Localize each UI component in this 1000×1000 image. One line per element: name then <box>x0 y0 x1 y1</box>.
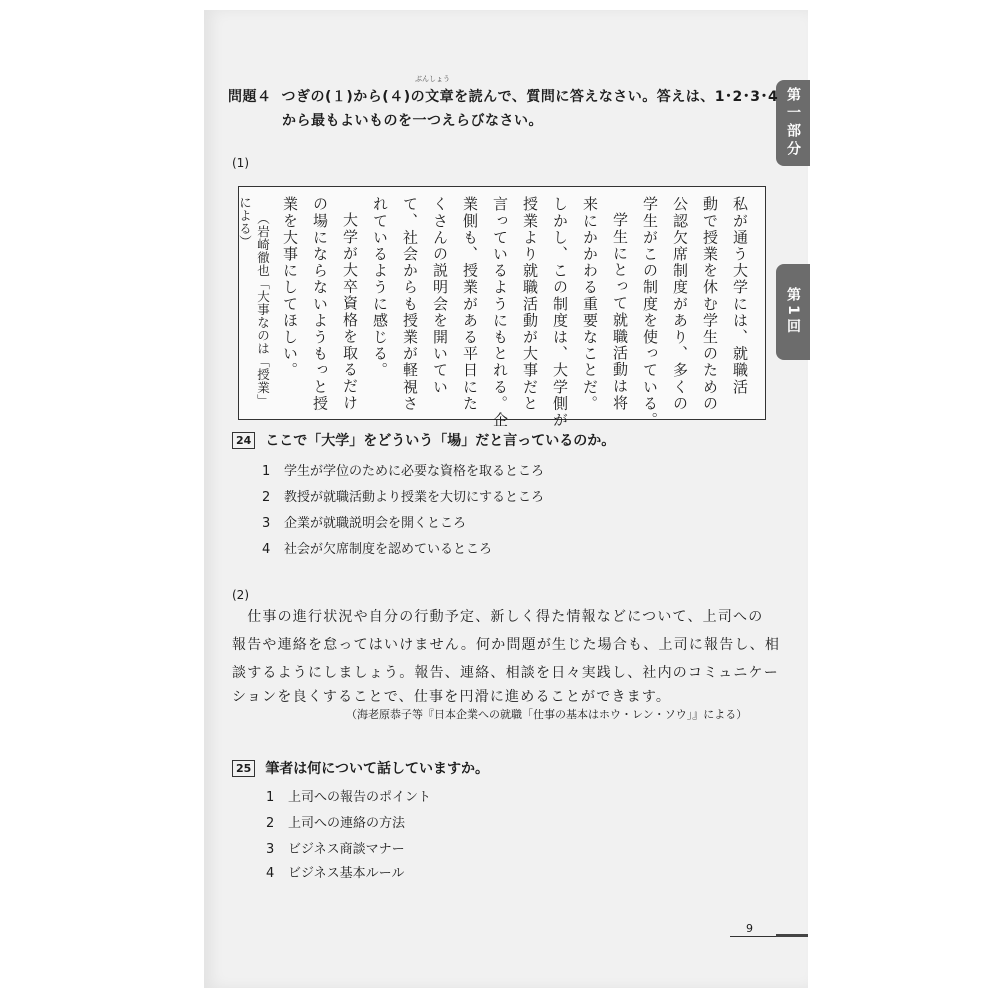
instruction-line-1 <box>228 86 778 106</box>
passage-1-column: 学生にとって就職活動は将 <box>611 212 629 412</box>
question-24-text: ここで「大学」をどういう「場」だと言っているのか。 <box>265 433 616 449</box>
tab-part-one-label: 第一部分 <box>785 87 801 159</box>
passage-1-citation: （岩崎徹也「大事なのは「授業」 <box>255 212 271 407</box>
option-24-2[interactable] <box>262 486 544 505</box>
page-number: 9 <box>746 922 753 935</box>
passage-2-line: 仕事の進行状況や自分の行動予定、新しく得た情報などについて、上司への <box>232 609 764 625</box>
tab-round-one-label: 第1回 <box>785 287 801 337</box>
passage-1-column: 公認欠席制度があり、多くの <box>671 196 689 412</box>
option-text: 学生が学位のために必要な資格を取るところ <box>284 464 545 479</box>
passage-1-column: 業を大事にしてほしい。 <box>281 196 299 379</box>
option-text: 教授が就職活動より授業を大切にするところ <box>284 490 545 505</box>
passage-1-column: 来にかかわる重要なことだ。 <box>581 196 599 412</box>
passage-1-column: れているように感じる。 <box>371 196 389 379</box>
instruction-line-2: から最もよいものを一つえらびなさい。 <box>282 113 543 129</box>
passage-1-column: 私が通う大学には、就職活 <box>731 196 749 396</box>
passage-1-column: 業側も、授業がある平日にた <box>461 196 479 412</box>
question-number-24: 24 <box>232 432 255 449</box>
option-text: 上司への連絡の方法 <box>288 816 406 831</box>
instruction-text-1: つぎの(１)から(４)の文章を読んで、質問に答えなさい。答えは、1･2･3･4 <box>281 89 779 105</box>
option-number: 4 <box>266 866 275 881</box>
passage-2-line: ションを良くすることで、仕事を円滑に進めることができます。 <box>232 689 672 705</box>
passage-1-column: くさんの説明会を開いてい <box>431 196 449 396</box>
page-number-rule <box>730 936 776 937</box>
passage-1-citation-end: による） <box>237 196 253 248</box>
passage-2-line: 談するようにしましょう。報告、連絡、相談を日々実践し、社内のコミュニケー <box>232 665 779 681</box>
option-24-3[interactable] <box>262 512 466 531</box>
option-text: ビジネス商談マナー <box>288 842 405 857</box>
question-24 <box>232 430 615 450</box>
option-number: 3 <box>262 516 271 531</box>
question-number-25: 25 <box>232 760 255 777</box>
section-2-label: (2) <box>232 588 249 602</box>
header-ruby: ぶんしょう <box>415 75 450 83</box>
option-24-4[interactable] <box>262 538 492 557</box>
passage-1-column: 大学が大卒資格を取るだけ <box>341 212 359 412</box>
option-text: 上司への報告のポイント <box>288 790 432 805</box>
option-25-2[interactable] <box>266 812 405 831</box>
passage-1-column: 授業より就職活動が大事だと <box>521 196 539 412</box>
tab-part-one[interactable] <box>776 80 810 166</box>
option-text: 企業が就職説明会を開くところ <box>284 516 467 531</box>
option-number: 1 <box>262 464 271 479</box>
question-group-label: 問題４ <box>228 89 272 105</box>
question-25 <box>232 758 489 778</box>
option-number: 4 <box>262 542 271 557</box>
section-1-label: (1) <box>232 156 249 170</box>
option-25-4[interactable] <box>266 862 404 881</box>
page-edge-mark <box>776 934 808 937</box>
option-25-1[interactable] <box>266 786 431 805</box>
passage-1-column: しかし、この制度は、大学側が <box>551 196 569 429</box>
option-number: 3 <box>266 842 275 857</box>
option-text: ビジネス基本ルール <box>288 866 405 881</box>
question-25-text: 筆者は何について話していますか。 <box>265 761 490 777</box>
option-25-3[interactable] <box>266 838 405 857</box>
tab-round-one[interactable] <box>776 264 810 360</box>
passage-1-column: て、社会からも授業が軽視さ <box>401 196 419 412</box>
passage-1-column: 言っているようにもとれる。企 <box>491 196 509 429</box>
passage-2-line: 報告や連絡を怠ってはいけません。何か問題が生じた場合も、上司に報告し、相 <box>232 637 781 653</box>
passage-1-column: 学生がこの制度を使っている。 <box>641 196 659 429</box>
option-number: 2 <box>262 490 271 505</box>
passage-1-column: 動で授業を休む学生のための <box>701 196 719 412</box>
passage-1-column: の場にならないようもっと授 <box>311 196 329 412</box>
passage-2-citation: （海老原恭子等『日本企業への就職「仕事の基本はホウ・レン・ソウ」』による） <box>346 708 748 721</box>
option-number: 1 <box>266 790 275 805</box>
option-text: 社会が欠席制度を認めているところ <box>284 542 493 557</box>
option-number: 2 <box>266 816 275 831</box>
option-24-1[interactable] <box>262 460 544 479</box>
